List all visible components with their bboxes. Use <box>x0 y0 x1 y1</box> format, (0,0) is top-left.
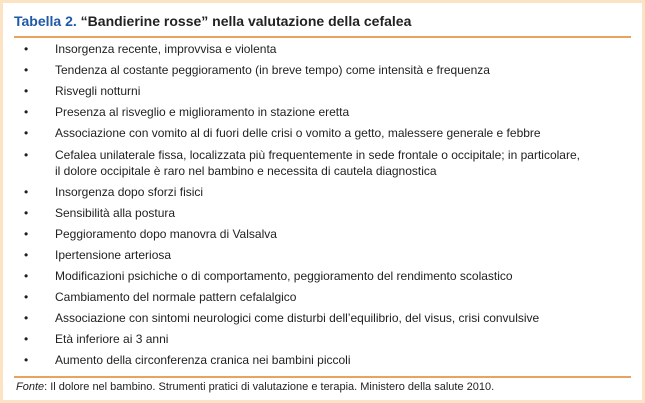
list-item <box>14 224 631 245</box>
list-item-text: Cambiamento del normale pattern cefalalgico <box>55 290 297 304</box>
list-item-text: Associazione con sintomi neurologici come disturbi dell’equilibrio, del visus, crisi convulsive <box>55 311 540 325</box>
bullet-icon: • <box>24 63 29 77</box>
list-item-text: Insorgenza dopo sforzi fisici <box>55 185 204 199</box>
list-item <box>14 350 631 371</box>
bullet-icon: • <box>24 84 29 98</box>
bullet-icon: • <box>24 206 29 220</box>
list-item <box>14 245 631 266</box>
bullet-icon: • <box>24 148 29 162</box>
list-item <box>14 60 631 81</box>
bullet-icon: • <box>24 269 29 283</box>
list-item-text: Età inferiore ai 3 anni <box>55 332 169 346</box>
list-item <box>14 39 631 60</box>
bullet-icon: • <box>24 126 29 140</box>
list-item <box>14 102 631 123</box>
list-item <box>14 287 631 308</box>
list-item <box>14 308 631 329</box>
source-text: : Il dolore nel bambino. Strumenti pratici di valutazione e terapia. Ministero della salute 2010. <box>44 381 495 393</box>
list-item-text: Sensibilità alla postura <box>55 206 176 220</box>
list-item-text: Ipertensione arteriosa <box>55 248 172 262</box>
list-item <box>14 123 631 144</box>
bullet-icon: • <box>24 332 29 346</box>
list-item <box>14 329 631 350</box>
list-item-text-continued: il dolore occipitale è raro nel bambino e necessita di cautela diagnostica <box>55 164 437 178</box>
list-item-text: Tendenza al costante peggioramento (in breve tempo) come intensità e frequenza <box>55 63 490 77</box>
top-rule <box>14 36 631 38</box>
bottom-rule <box>14 376 631 378</box>
bullet-icon: • <box>24 227 29 241</box>
list-item-text: Associazione con vomito al di fuori delle crisi o vomito a getto, malessere generale e febbre <box>55 126 541 140</box>
bullet-icon: • <box>24 185 29 199</box>
red-flags-list <box>14 39 631 371</box>
list-item-text: Presenza al risveglio e miglioramento in stazione eretta <box>55 105 350 119</box>
list-item <box>14 182 631 203</box>
list-item-text: Insorgenza recente, improvvisa e violenta <box>55 42 277 56</box>
list-item-text: Modificazioni psichiche o di comportamento, peggioramento del rendimento scolastico <box>55 269 513 283</box>
table-title <box>14 10 411 32</box>
bullet-icon: • <box>24 290 29 304</box>
list-item-text: Cefalea unilaterale fissa, localizzata più frequentemente in sede frontale o occipitale; in particolare, <box>55 148 580 162</box>
list-item-text: Aumento della circonferenza cranica nei bambini piccoli <box>55 353 351 367</box>
list-item <box>14 144 631 182</box>
list-item <box>14 81 631 102</box>
list-item-text: Peggioramento dopo manovra di Valsalva <box>55 227 277 241</box>
source-label: Fonte <box>16 381 45 393</box>
bullet-icon: • <box>24 353 29 367</box>
table-label: Tabella 2. <box>14 13 77 29</box>
table-title-text: “Bandierine rosse” nella valutazione della cefalea <box>80 13 412 29</box>
source-note <box>16 380 494 394</box>
bullet-icon: • <box>24 42 29 56</box>
bullet-icon: • <box>24 311 29 325</box>
list-item-text: Risvegli notturni <box>55 84 141 98</box>
bullet-icon: • <box>24 248 29 262</box>
list-item <box>14 266 631 287</box>
bullet-icon: • <box>24 105 29 119</box>
list-item <box>14 203 631 224</box>
